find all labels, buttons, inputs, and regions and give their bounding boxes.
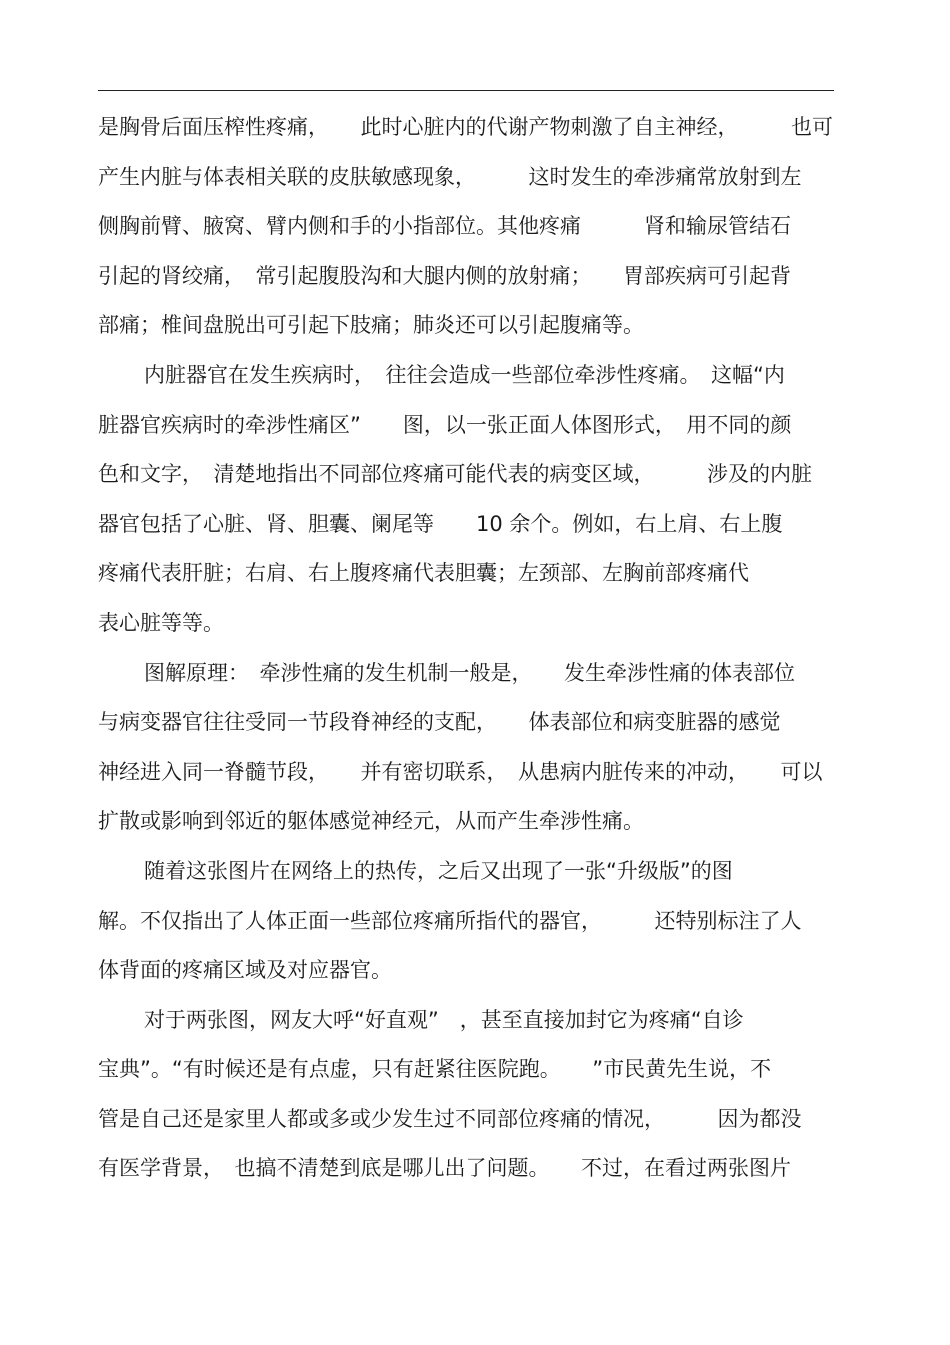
text-line-9: 器官包括了心脏、肾、胆囊、阑尾等 10 余个。例如，右上肩、右上腹 (98, 511, 783, 536)
text-line-4: 引起的肾绞痛， 常引起腹股沟和大腿内侧的放射痛； 胃部疾病可引起背 (98, 263, 791, 288)
text-line-14: 神经进入同一脊髓节段， 并有密切联系， 从患病内脏传来的冲动， 可以 (98, 759, 823, 784)
text-line-10: 疼痛代表肝脏；右肩、右上腹疼痛代表胆囊；左颈部、左胸前部疼痛代 (98, 561, 749, 586)
text-line-16: 随着这张图片在网络上的热传，之后又出现了一张“升级版”的图 (144, 858, 733, 883)
text-line-8: 色和文字， 清楚地指出不同部位疼痛可能代表的病变区域， 涉及的内脏 (98, 462, 812, 487)
text-line-21: 管是自己还是家里人都或多或少发生过不同部位疼痛的情况， 因为都没 (98, 1106, 802, 1131)
text-line-6: 内脏器官在发生疾病时， 往往会造成一些部位牵涉性疼痛。 这幅“内 (144, 362, 785, 387)
text-line-13: 与病变器官往往受同一节段脊神经的支配， 体表部位和病变脏器的感觉 (98, 710, 781, 735)
text-line-12: 图解原理： 牵涉性痛的发生机制一般是， 发生牵涉性痛的体表部位 (144, 660, 795, 685)
text-line-3: 侧胸前臂、腋窝、臂内侧和手的小指部位。其他疼痛 肾和输尿管结石 (98, 214, 791, 239)
text-line-7: 脏器官疾病时的牵涉性痛区” 图，以一张正面人体图形式， 用不同的颜 (98, 412, 792, 437)
text-line-15: 扩散或影响到邻近的躯体感觉神经元，从而产生牵涉性痛。 (98, 809, 644, 834)
text-line-18: 体背面的疼痛区域及对应器官。 (98, 958, 392, 983)
text-line-20: 宝典”。“有时候还是有点虚，只有赶紧往医院跑。 ”市民黄先生说，不 (98, 1057, 772, 1082)
text-line-22: 有医学背景， 也搞不清楚到底是哪儿出了问题。 不过，在看过两张图片 (98, 1156, 791, 1181)
document-body (98, 103, 836, 1194)
text-line-2: 产生内脏与体表相关联的皮肤敏感现象， 这时发生的牵涉痛常放射到左 (98, 164, 802, 189)
header-rule (98, 90, 834, 91)
text-line-19: 对于两张图，网友大呼“好直观” ，甚至直接加封它为疼痛“自诊 (144, 1007, 744, 1032)
text-line-1: 是胸骨后面压榨性疼痛， 此时心脏内的代谢产物刺激了自主神经， 也可 (98, 115, 833, 139)
text-line-17: 解。不仅指出了人体正面一些部位疼痛所指代的器官， 还特别标注了人 (98, 908, 802, 933)
text-line-5: 部痛；椎间盘脱出可引起下肢痛；肺炎还可以引起腹痛等。 (98, 313, 644, 338)
text-line-11: 表心脏等等。 (98, 610, 224, 635)
